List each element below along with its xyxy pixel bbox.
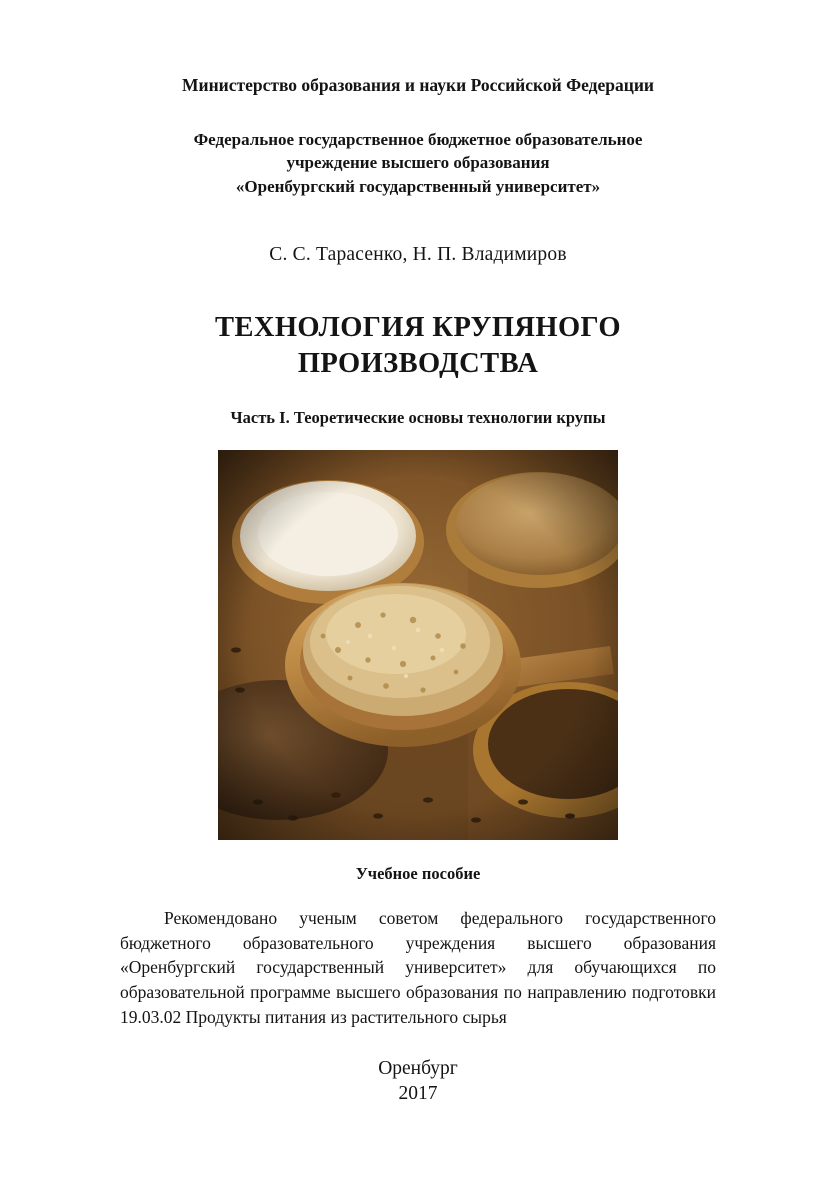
year-line: 2017 [398,1083,438,1105]
institution-line-2: учреждение высшего образования [286,153,550,173]
institution-line-3: «Оренбургский государственный университет» [235,176,601,196]
book-title-line-1: ТЕХНОЛОГИЯ КРУПЯНОГО [215,311,621,343]
institution-line-1: Федеральное государственное бюджетное образовательное [193,129,643,149]
cover-illustration [218,450,618,840]
grains-photo-illustration [218,450,618,840]
institution-block [120,128,716,198]
book-title-line-2: ПРОИЗВОДСТВА [297,347,539,379]
recommendation-paragraph: Рекомендовано ученым советом федерального государственного бюджетного образовательного учреждения высшего образования «Оренбургский государственный университет» для обучающихся по образовательной программе высшего образования по направлению подготовки 19.03.02 Продукты питания из растительного сырья [120,907,716,1028]
city-line: Оренбург [378,1058,458,1080]
book-type: Учебное пособие [355,863,481,883]
book-title [120,310,716,382]
title-page-content [120,74,716,1107]
authors-line: С. С. Тарасенко, Н. П. Владимиров [269,243,567,265]
book-subtitle: Часть I. Теоретические основы технологии крупы [230,407,606,427]
ministry-line: Министерство образования и науки Российской Федерации [181,75,655,95]
